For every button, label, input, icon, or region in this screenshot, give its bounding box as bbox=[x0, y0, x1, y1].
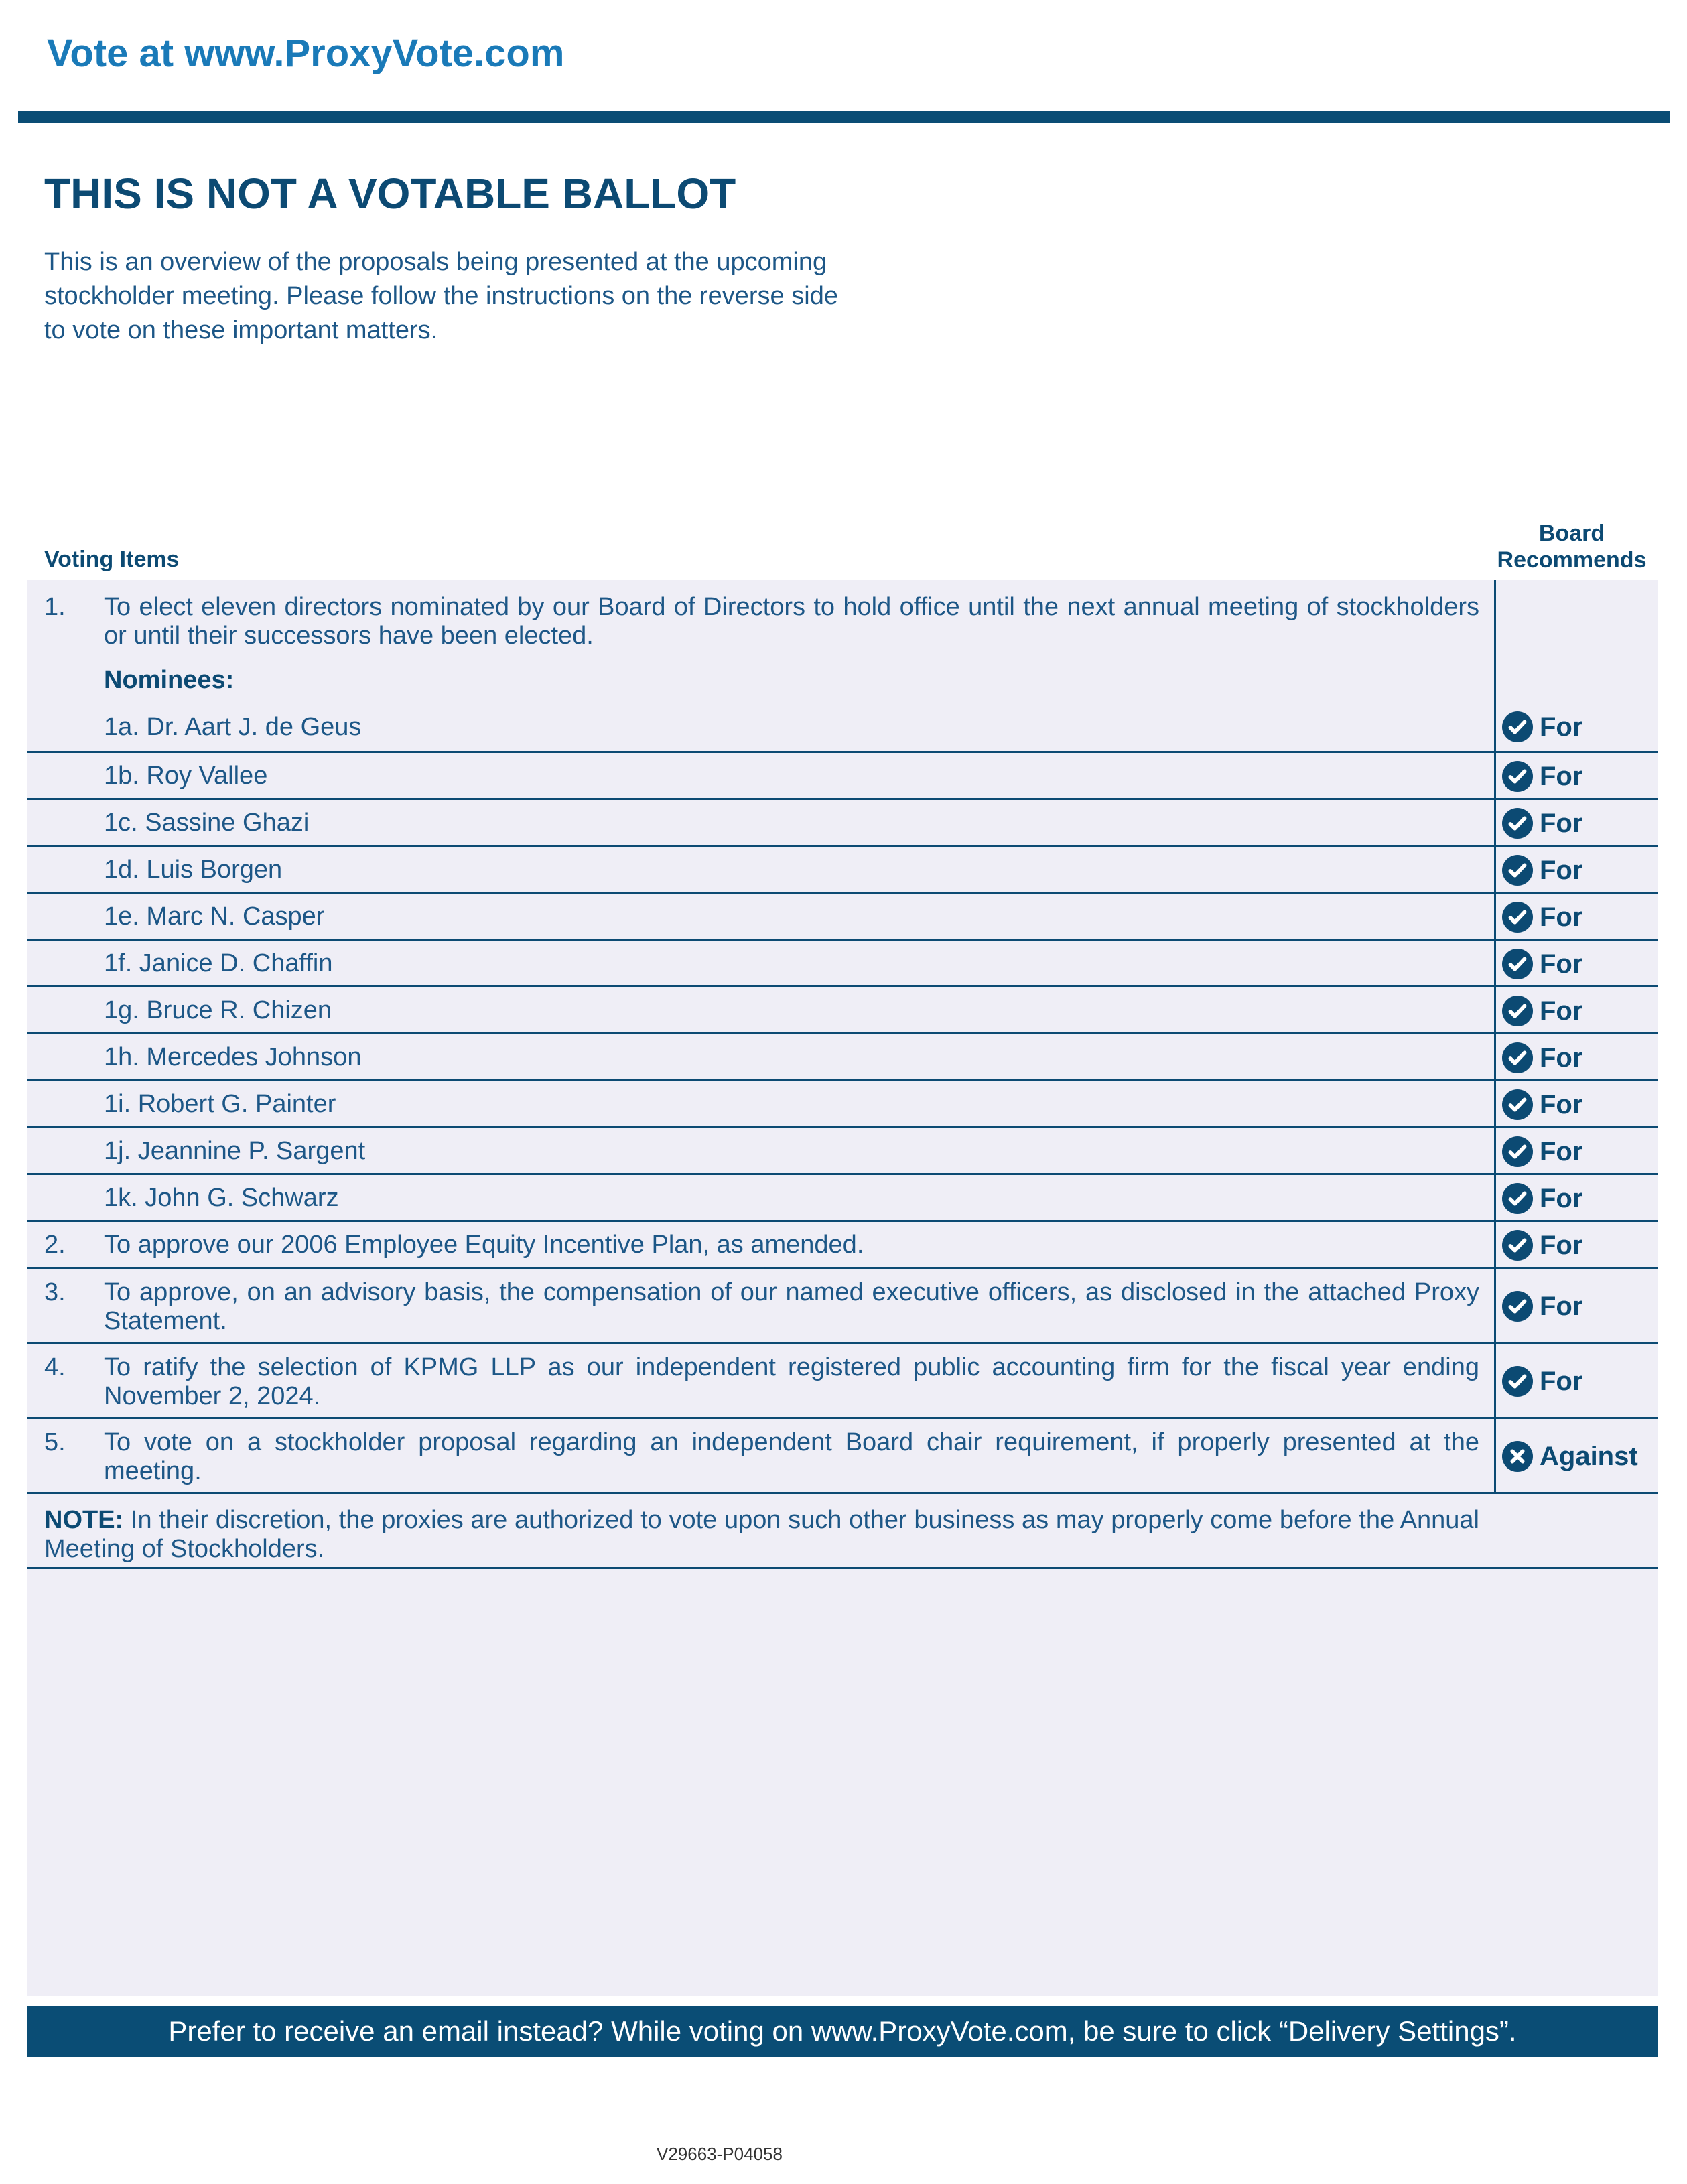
recommendation-label: For bbox=[1540, 1042, 1583, 1073]
proposal-number: 2. bbox=[44, 1231, 66, 1259]
job-code: V29663-P04058 bbox=[657, 2144, 783, 2164]
recommendation-label: For bbox=[1540, 808, 1583, 838]
check-circle-icon bbox=[1502, 1183, 1533, 1214]
check-circle-icon bbox=[1502, 808, 1533, 839]
nominee-name: 1c. Sassine Ghazi bbox=[104, 809, 310, 837]
recommendation-label: For bbox=[1540, 949, 1583, 979]
proposal-number: 5. bbox=[44, 1428, 66, 1456]
check-circle-icon bbox=[1502, 1136, 1533, 1167]
check-circle-icon bbox=[1502, 761, 1533, 792]
proposal-text: To ratify the selection of KPMG LLP as our independent registered public accounting firm for the fiscal year ending November 2, 2024. bbox=[104, 1353, 1479, 1410]
recommendation bbox=[1502, 1366, 1582, 1397]
voting-items-header: Voting Items bbox=[44, 547, 180, 572]
voting-table bbox=[27, 580, 1658, 1996]
nominee-name: 1e. Marc N. Casper bbox=[104, 902, 325, 931]
nominee-row bbox=[27, 1081, 1658, 1128]
recommendation bbox=[1502, 902, 1582, 933]
check-circle-icon bbox=[1502, 949, 1533, 979]
recommendation-label: For bbox=[1540, 1136, 1583, 1166]
recommendation bbox=[1502, 1089, 1582, 1120]
recommendation-label: For bbox=[1540, 711, 1583, 742]
intro-paragraph: This is an overview of the proposals being presented at the upcoming stockholder meeting. Please follow the instructions on the reverse side to vote on these important matters. bbox=[44, 248, 838, 344]
check-circle-icon bbox=[1502, 1291, 1533, 1322]
recommendation bbox=[1502, 1441, 1638, 1472]
recommendation bbox=[1502, 1136, 1582, 1167]
recommendation-label: For bbox=[1540, 1291, 1583, 1321]
check-circle-icon bbox=[1502, 996, 1533, 1026]
recommendation bbox=[1502, 761, 1582, 792]
nominee-row bbox=[27, 1034, 1658, 1081]
recommendation bbox=[1502, 1183, 1582, 1214]
recommendation bbox=[1502, 711, 1582, 742]
proposal-text: To vote on a stockholder proposal regarding an independent Board chair requirement, if properly presented at the meeting. bbox=[104, 1428, 1479, 1485]
check-circle-icon bbox=[1502, 711, 1533, 742]
recommendation bbox=[1502, 808, 1582, 839]
recommendation-label: For bbox=[1540, 855, 1583, 885]
nominee-name: 1i. Robert G. Painter bbox=[104, 1090, 336, 1118]
nominee-row bbox=[27, 1175, 1658, 1222]
nominee-row bbox=[27, 987, 1658, 1034]
nominee-name: 1k. John G. Schwarz bbox=[104, 1184, 339, 1212]
blank-panel bbox=[27, 1569, 1658, 1996]
recommendation-label: For bbox=[1540, 1230, 1583, 1260]
nominee-row bbox=[27, 800, 1658, 847]
proposal-row-4 bbox=[27, 1344, 1658, 1419]
nominee-name: 1a. Dr. Aart J. de Geus bbox=[104, 713, 362, 741]
recommendation bbox=[1502, 855, 1582, 886]
check-circle-icon bbox=[1502, 855, 1533, 886]
header-divider bbox=[18, 111, 1670, 123]
nominee-row bbox=[27, 941, 1658, 987]
note-paragraph bbox=[44, 1506, 1479, 1564]
recommendation-label: For bbox=[1540, 1183, 1583, 1213]
proposal-number: 3. bbox=[44, 1278, 66, 1306]
x-circle-icon bbox=[1502, 1441, 1533, 1472]
nominee-name: 1j. Jeannine P. Sargent bbox=[104, 1137, 366, 1165]
check-circle-icon bbox=[1502, 1230, 1533, 1261]
proposal-row-3 bbox=[27, 1269, 1658, 1344]
page-title: THIS IS NOT A VOTABLE BALLOT bbox=[44, 169, 736, 218]
proposal-text: To elect eleven directors nominated by our Board of Directors to hold office until the next annual meeting of stockholders or until their successors have been elected. bbox=[104, 593, 1479, 650]
recommendation bbox=[1502, 949, 1582, 979]
check-circle-icon bbox=[1502, 1089, 1533, 1120]
recommendation-label: For bbox=[1540, 1366, 1583, 1396]
nominee-name: 1b. Roy Vallee bbox=[104, 762, 268, 790]
recommendation-label: For bbox=[1540, 1089, 1583, 1119]
note-row bbox=[27, 1494, 1658, 1569]
recommendation bbox=[1502, 996, 1582, 1026]
proposal-number: 1. bbox=[44, 593, 66, 621]
nominee-row bbox=[27, 1128, 1658, 1175]
proposal-text: To approve our 2006 Employee Equity Incentive Plan, as amended. bbox=[104, 1231, 864, 1259]
proxyvote-link[interactable]: Vote at www.ProxyVote.com bbox=[47, 31, 565, 75]
recommendation bbox=[1502, 1291, 1582, 1322]
recommendation-label: For bbox=[1540, 902, 1583, 932]
column-divider bbox=[1494, 580, 1496, 1493]
recommendation bbox=[1502, 1042, 1582, 1073]
proposal-row-1 bbox=[27, 580, 1658, 753]
check-circle-icon bbox=[1502, 1042, 1533, 1073]
check-circle-icon bbox=[1502, 902, 1533, 933]
recommendation bbox=[1502, 1230, 1582, 1261]
recommendation-label: For bbox=[1540, 761, 1583, 791]
check-circle-icon bbox=[1502, 1366, 1533, 1397]
nominee-row bbox=[27, 847, 1658, 894]
nominee-name: 1h. Mercedes Johnson bbox=[104, 1043, 362, 1071]
nominee-row bbox=[27, 894, 1658, 941]
nominee-name: 1f. Janice D. Chaffin bbox=[104, 949, 333, 977]
recommendation-label: For bbox=[1540, 996, 1583, 1026]
board-recommends-header: Board Recommends bbox=[1497, 521, 1647, 573]
nominee-row bbox=[27, 753, 1658, 800]
proposal-row-2 bbox=[27, 1222, 1658, 1269]
nominees-label: Nominees: bbox=[104, 666, 234, 694]
proposal-text: To approve, on an advisory basis, the compensation of our named executive officers, as disclosed in the attached Proxy Statement. bbox=[104, 1278, 1479, 1335]
nominee-name: 1d. Luis Borgen bbox=[104, 856, 283, 884]
note-label: NOTE: bbox=[44, 1506, 124, 1534]
recommendation-label: Against bbox=[1540, 1441, 1638, 1471]
proposal-number: 4. bbox=[44, 1353, 66, 1381]
note-text: In their discretion, the proxies are authorized to vote upon such other business as may properly come before the Annual Meeting of Stockholders. bbox=[44, 1506, 1479, 1563]
delivery-settings-banner: Prefer to receive an email instead? While voting on www.ProxyVote.com, be sure to click “Delivery Settings”. bbox=[27, 2006, 1658, 2057]
nominee-name: 1g. Bruce R. Chizen bbox=[104, 996, 332, 1024]
proposal-row-5 bbox=[27, 1419, 1658, 1494]
